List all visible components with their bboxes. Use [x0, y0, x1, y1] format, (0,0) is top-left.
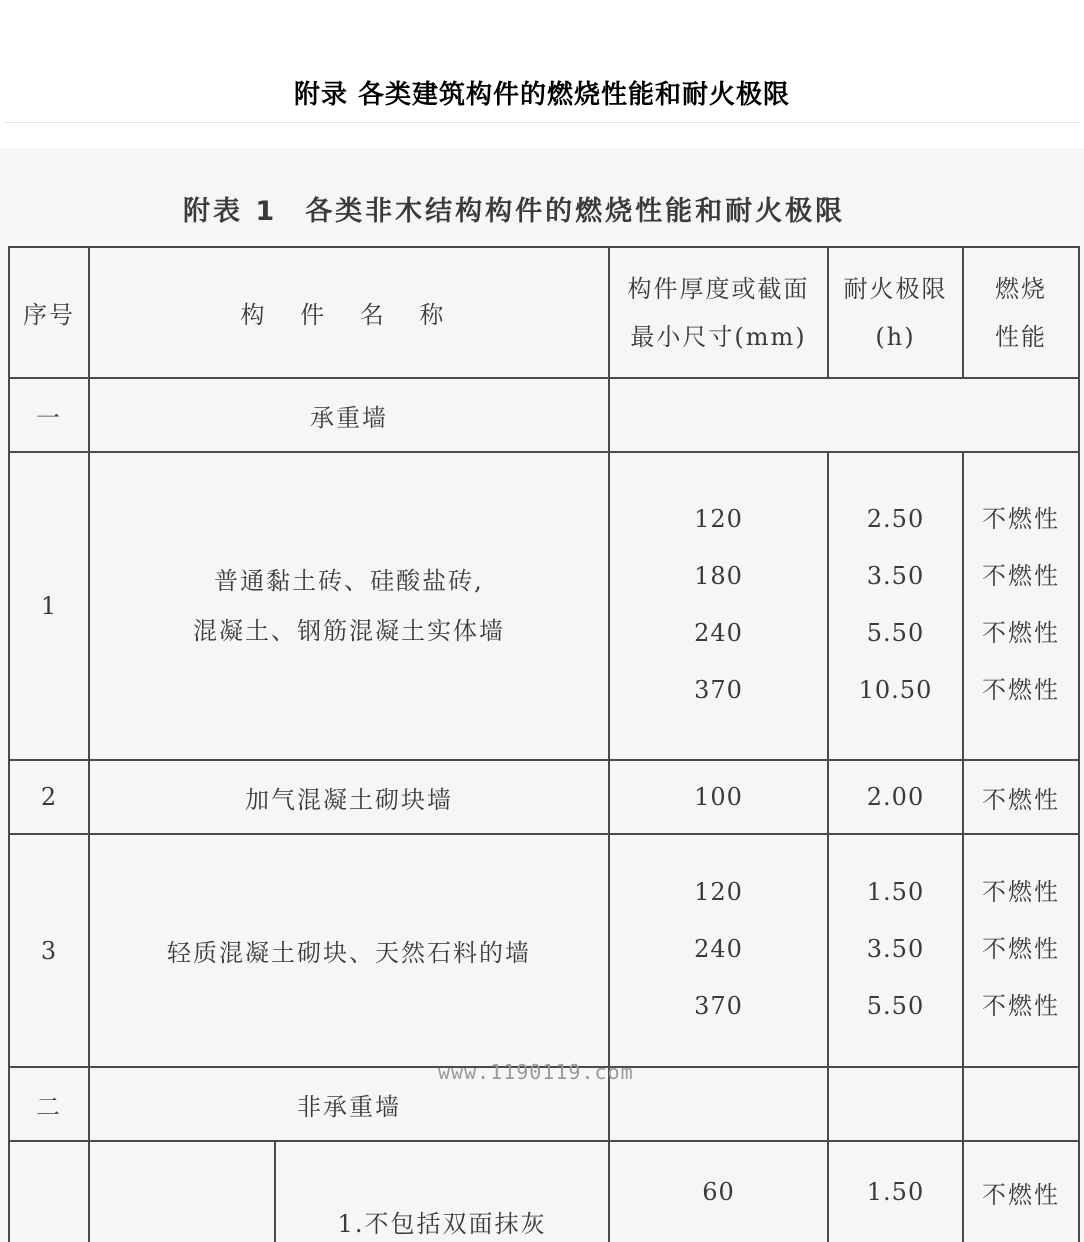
- perf-value: 不燃性: [982, 878, 1060, 906]
- limit-value: 1.50: [866, 878, 925, 906]
- header-perf-line2: 性能: [995, 322, 1047, 351]
- section-seq: 二: [36, 1092, 62, 1121]
- header-name: 构 件 名 称: [240, 301, 458, 329]
- perf-value: 不燃性: [982, 1180, 1060, 1209]
- sub-row-name: 1.不包括双面抹灰: [337, 1209, 547, 1238]
- header-size-line1: 构件厚度或截面: [627, 274, 810, 303]
- row-perfs: [964, 864, 1078, 1044]
- row-name: 轻质混凝土砌块、天然石料的墙: [167, 939, 531, 967]
- perf-value: 不燃性: [982, 562, 1060, 590]
- size-value: 370: [694, 992, 743, 1020]
- size-value: 180: [694, 562, 743, 590]
- header-size: [610, 248, 827, 377]
- size-value: 240: [694, 935, 743, 963]
- section-name: 承重墙: [310, 403, 388, 432]
- table-caption: [183, 195, 845, 229]
- limit-value: 1.50: [866, 1178, 925, 1206]
- page-title: 附录 各类建筑构件的燃烧性能和耐火极限: [293, 80, 791, 110]
- header-performance: [964, 248, 1078, 377]
- row-name: [90, 453, 608, 759]
- limit-value: 3.50: [866, 562, 925, 590]
- row-rule: [8, 1140, 1080, 1142]
- header-perf-line1: 燃烧: [995, 274, 1047, 303]
- table-caption-text: 各类非木结构构件的燃烧性能和耐火极限: [305, 196, 846, 227]
- fire-resistance-table: [8, 246, 1080, 1242]
- section-name: 非承重墙: [297, 1092, 401, 1121]
- limit-value: 3.50: [866, 935, 925, 963]
- limit-value: 5.50: [866, 992, 925, 1020]
- watermark-text: www.1190119.com: [438, 1060, 634, 1084]
- row-seq: 3: [40, 936, 58, 965]
- row-limits: [829, 491, 962, 731]
- limit-value: 5.50: [866, 619, 925, 647]
- perf-value: 不燃性: [982, 619, 1060, 647]
- row-seq: 1: [40, 592, 58, 620]
- header-limit-line1: 耐火极限: [843, 274, 948, 303]
- header-limit: [829, 248, 962, 377]
- header-limit-line2: (h): [875, 322, 916, 351]
- perf-value: 不燃性: [982, 505, 1060, 533]
- col-rule-name: [608, 246, 610, 1242]
- row-perfs: [964, 491, 1078, 731]
- row-sizes: [610, 864, 827, 1044]
- header-divider: [4, 122, 1080, 123]
- header-seq: 序号: [23, 301, 75, 329]
- size-value: 240: [694, 619, 743, 647]
- row-sizes: [610, 491, 827, 731]
- size-value: 100: [694, 783, 743, 811]
- size-value: 120: [694, 505, 743, 533]
- limit-value: 2.00: [866, 783, 925, 811]
- perf-value: 不燃性: [982, 992, 1060, 1020]
- table-border-right: [1078, 246, 1080, 1242]
- table-caption-number: 附表 1: [183, 196, 278, 227]
- perf-value: 不燃性: [982, 676, 1060, 704]
- size-value: 120: [694, 878, 743, 906]
- row-name-line2: 混凝土、钢筋混凝土实体墙: [193, 617, 505, 645]
- row-name: 加气混凝土砌块墙: [245, 785, 453, 814]
- header-size-line2: 最小尺寸(mm): [630, 322, 807, 351]
- perf-value: 不燃性: [982, 785, 1060, 814]
- row-seq: 2: [40, 783, 58, 811]
- size-value: 60: [702, 1178, 735, 1206]
- row-name-line1: 普通黏土砖、硅酸盐砖,: [214, 567, 484, 595]
- limit-value: 10.50: [858, 676, 933, 704]
- row-limits: [829, 864, 962, 1044]
- limit-value: 2.50: [866, 505, 925, 533]
- section-seq: 一: [36, 403, 62, 432]
- page-header: [0, 0, 1084, 122]
- perf-value: 不燃性: [982, 935, 1060, 963]
- size-value: 370: [694, 676, 743, 704]
